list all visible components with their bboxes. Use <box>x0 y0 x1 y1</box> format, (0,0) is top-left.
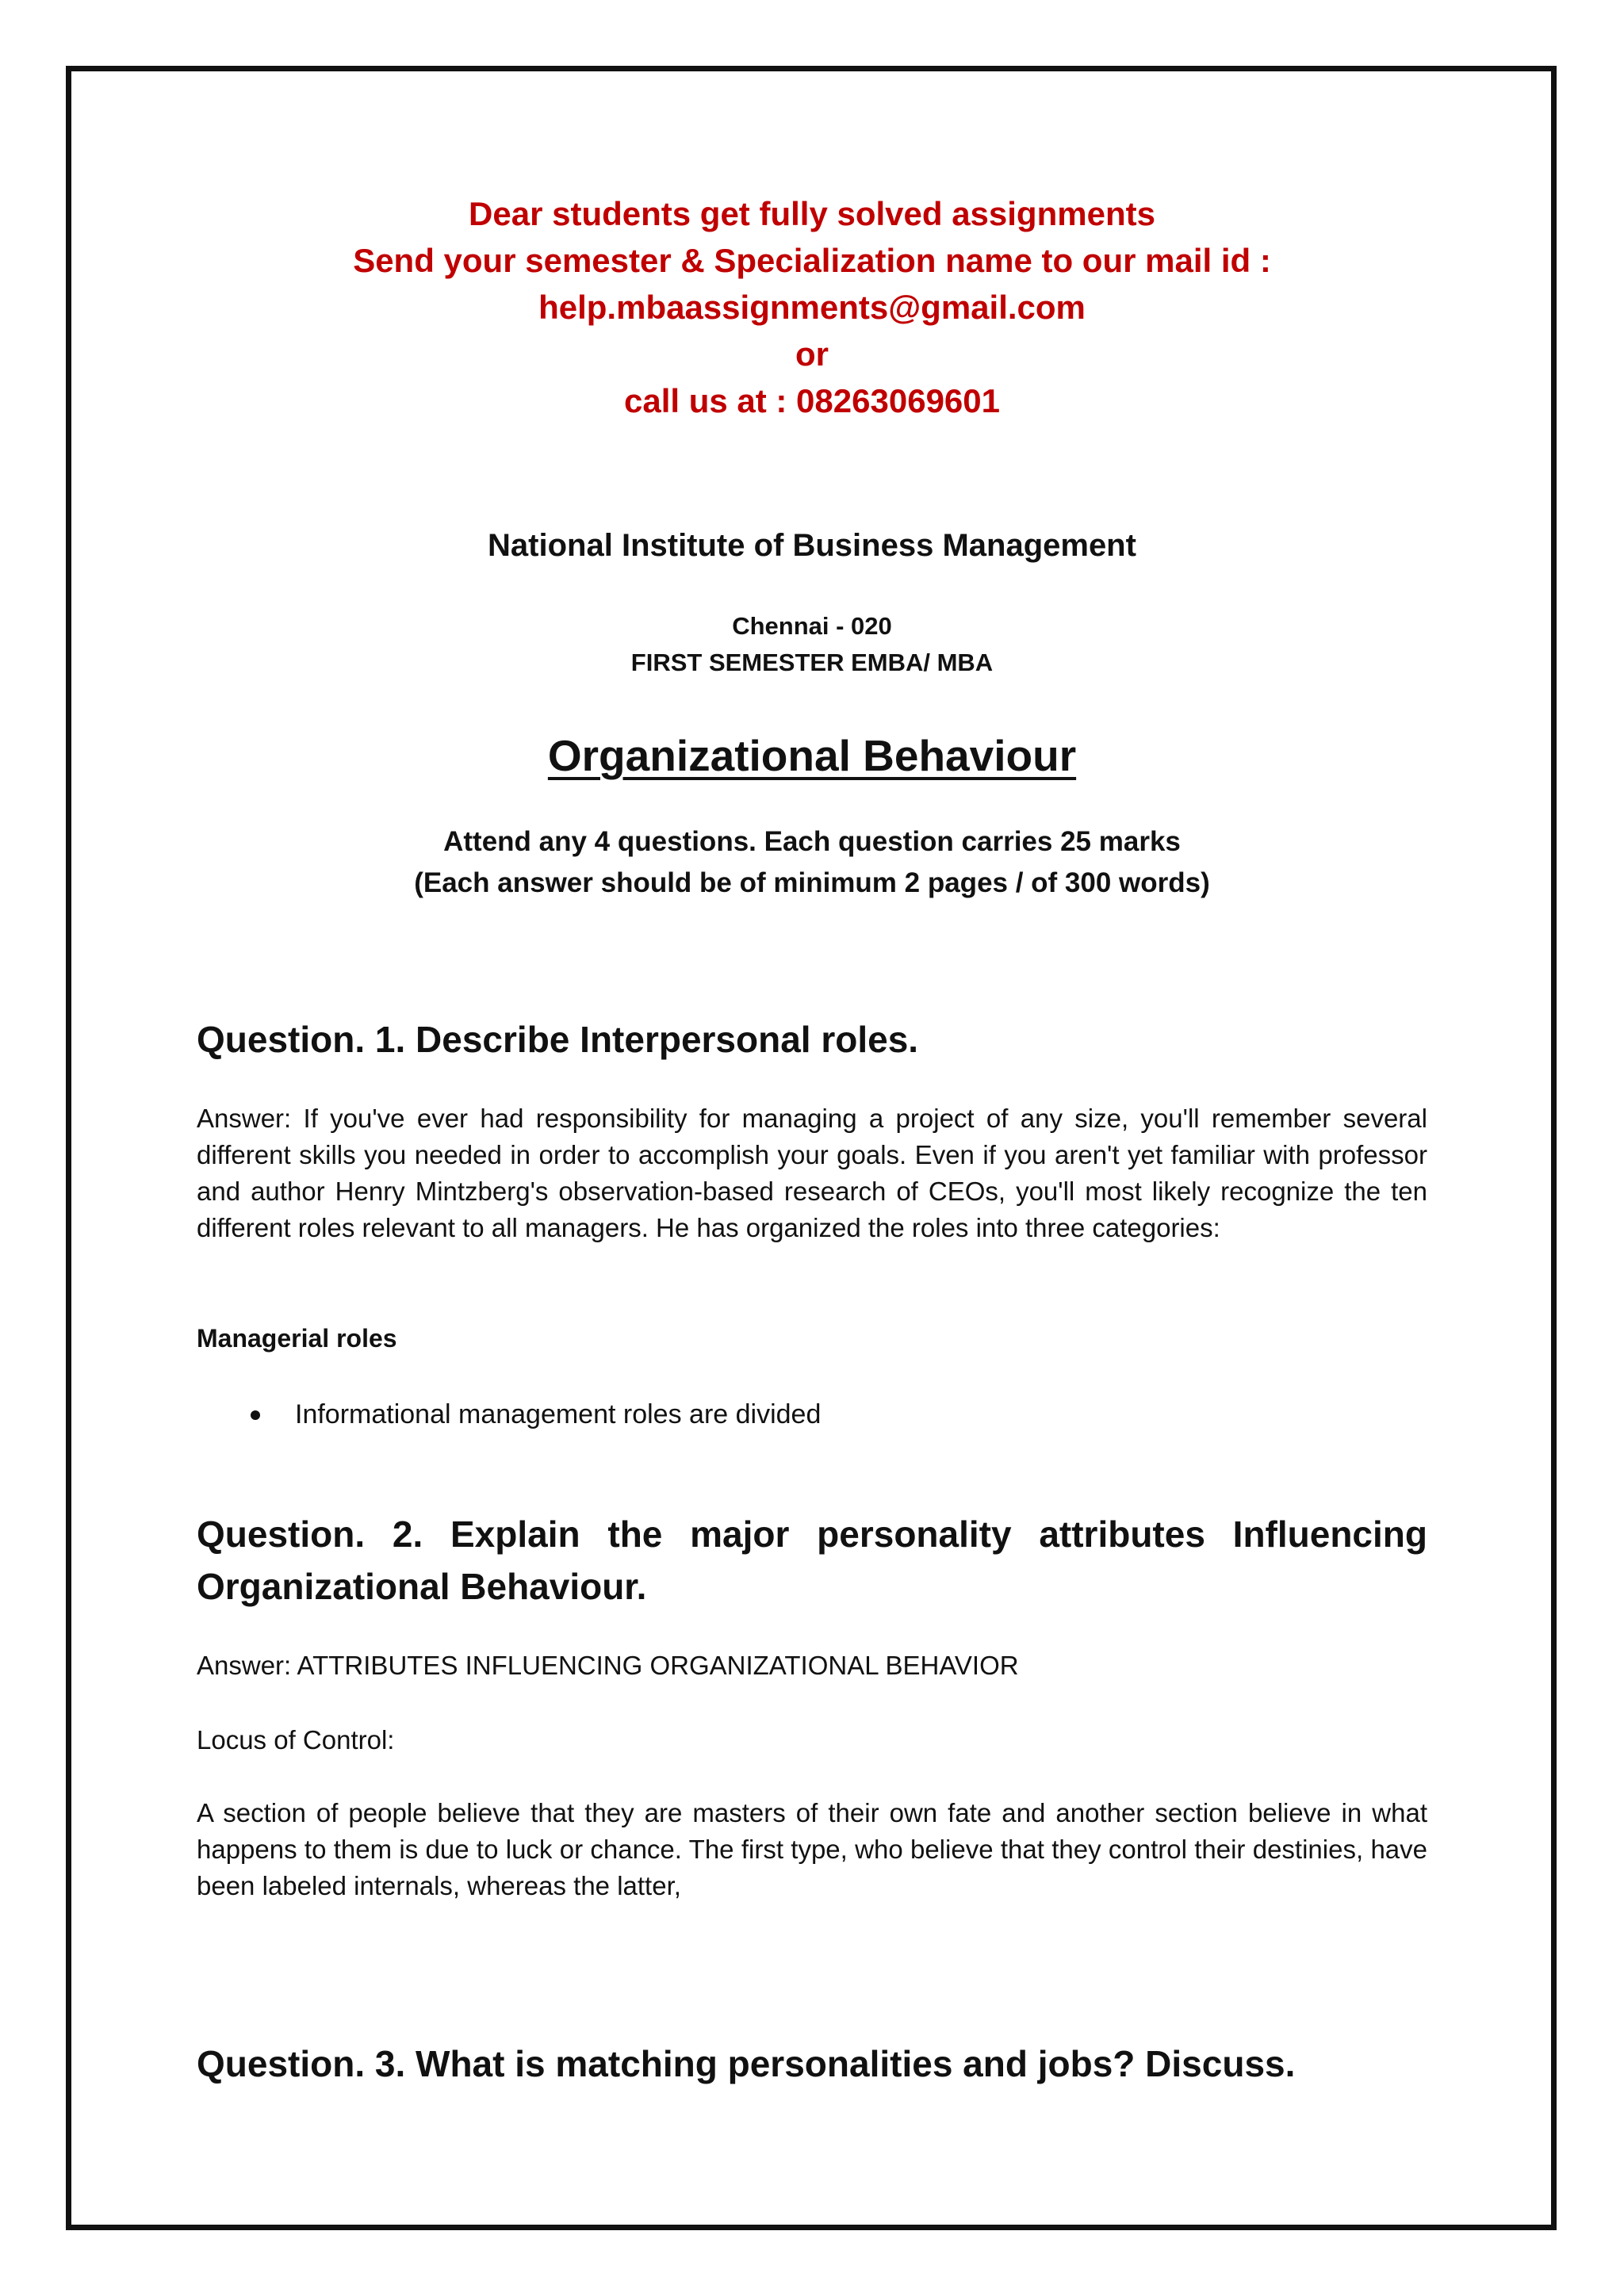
instruction-line-2: (Each answer should be of minimum 2 pages / of 300 words) <box>414 867 1210 898</box>
semester-label: FIRST SEMESTER EMBA/ MBA <box>630 649 994 676</box>
promo-line-2: Send your semester & Specialization name to our mail id : <box>353 242 1271 279</box>
answer-2-paragraph: A section of people believe that they are masters of their own fate and another section believe in what happens to them is due to luck or chance. The first type, who believe that they control their destinies, have been labeled internals, whereas the latter, <box>197 1798 1427 1900</box>
instructions <box>79 821 1545 904</box>
promo-email: help.mbaassignments@gmail.com <box>538 289 1086 326</box>
answer-1-paragraph: Answer: If you've ever had responsibility for managing a project of any size, you'll remember several different skills you needed in order to accomplish your goals. Even if you aren't yet familiar with professor and author Henry Mintzberg's observation-based research of CEOs, you'll most likely recognize the ten different roles relevant to all managers. He has organized the roles into three categories: <box>197 1104 1427 1242</box>
locus-of-control-label: Locus of Control: <box>197 1725 395 1755</box>
instruction-line-1: Attend any 4 questions. Each question carries 25 marks <box>443 826 1181 857</box>
bullet-dot-icon <box>251 1410 260 1420</box>
promo-line-1: Dear students get fully solved assignments <box>469 195 1155 232</box>
promo-call: call us at : 08263069601 <box>623 382 1001 419</box>
answer-2-heading: Answer: ATTRIBUTES INFLUENCING ORGANIZATIONAL BEHAVIOR <box>197 1651 1019 1680</box>
subject-title: Organizational Behaviour <box>547 731 1077 780</box>
question-3: Question. 3. What is matching personalities and jobs? Discuss. <box>197 2043 1296 2084</box>
bullet-text: Informational management roles are divided <box>295 1399 822 1429</box>
question-2: Question. 2. Explain the major personality attributes Influencing Organizational Behaviour. <box>197 1513 1427 1607</box>
managerial-roles-heading: Managerial roles <box>197 1324 397 1353</box>
institute-city: Chennai - 020 <box>732 612 892 640</box>
promo-or: or <box>795 335 829 373</box>
promo-block <box>79 190 1545 424</box>
question-1: Question. 1. Describe Interpersonal roles. <box>197 1019 919 1060</box>
institute-name: National Institute of Business Management <box>488 528 1136 563</box>
